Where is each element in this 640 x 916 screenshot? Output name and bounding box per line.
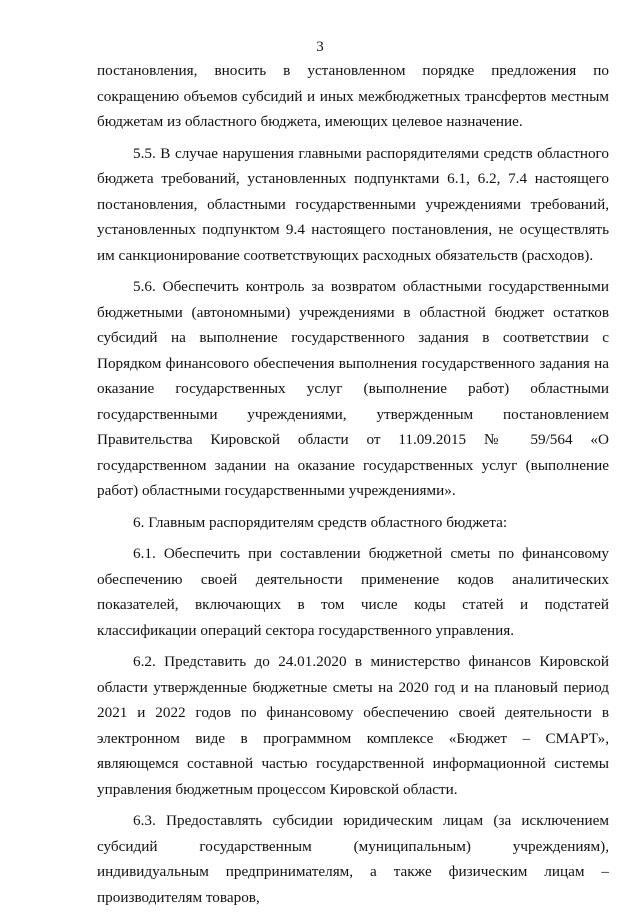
paragraph-continuation: постановления, вносить в установленном порядке предложения по сокращению объемов субсидий и иных межбюджетных трансфертов местным бюджетам из областного бюджета, имеющих целевое назначение. <box>97 62 609 130</box>
paragraph-5-6: 5.6. Обеспечить контроль за возвратом областными государственными бюджетными (автономными) учреждениями в областной бюджет остатков субсидий на выполнение государственного задания в соответствии с Порядком финансового обеспечения выполнения государственного задания на оказание государственных услуг (выполнение работ) областными государственными учреждениями, утвержденным постановлением Правительства Кировской области от 11.09.2015 № 59/564 «О государственном задании на оказание государственных услуг (выполнение работ) областными государственными учреждениями». <box>97 278 609 499</box>
paragraph-6-1: 6.1. Обеспечить при составлении бюджетной сметы по финансовому обеспечению своей деятельности применение кодов аналитических показателей, включающих в том числе коды статей и подстатей классификации операций сектора государственного управления. <box>97 545 609 639</box>
paragraph-6-2: 6.2. Представить до 24.01.2020 в министерство финансов Кировской области утвержденные бюджетные сметы на 2020 год и на плановый период 2021 и 2022 годов по финансовому обеспечению своей деятельности в электронном виде в программном комплексе «Бюджет – СМАРТ», являющемся составной частью государственной информационной системы управления бюджетным процессом Кировской области. <box>97 653 609 798</box>
paragraph-6-heading: 6. Главным распорядителям средств областного бюджета: <box>133 513 508 531</box>
paragraph-6-3: 6.3. Предоставлять субсидии юридическим лицам (за исключением субсидий государственным (муниципальным) учреждениям), индивидуальным предпринимателям, а также физическим лицам – производителям товаров, <box>97 812 609 906</box>
page-number: 3 <box>316 39 324 55</box>
paragraph-5-5: 5.5. В случае нарушения главными распорядителями средств областного бюджета требований, установленных подпунктами 6.1, 6.2, 7.4 настоящего постановления, областными государственными учреждениями требований, установленных подпунктом 9.4 настоящего постановления, не осуществлять им санкционирование соответствующих расходных обязательств (расходов). <box>97 144 609 264</box>
document-body <box>97 58 609 916</box>
